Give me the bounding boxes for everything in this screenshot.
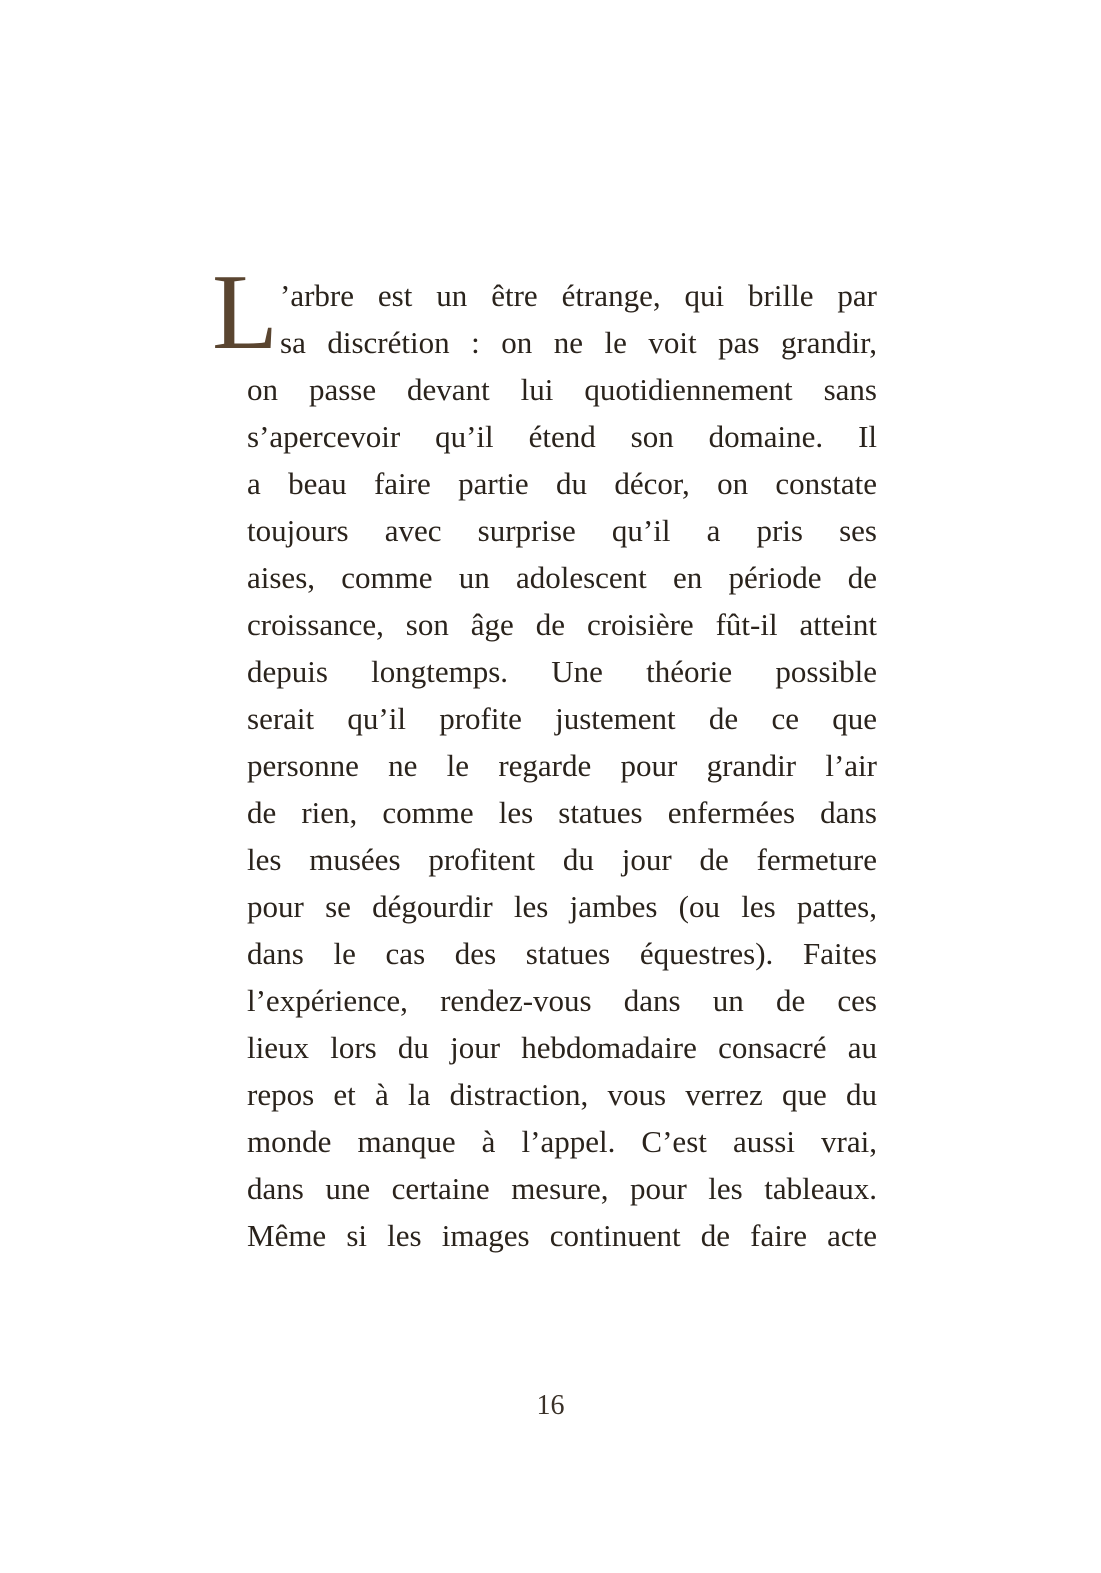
text-line: serait qu’il profite justement de ce que <box>247 701 877 736</box>
text-line: de rien, comme les statues enfermées dans <box>247 795 877 830</box>
text-line: s’apercevoir qu’il étend son domaine. Il <box>247 419 877 454</box>
text-line: monde manque à l’appel. C’est aussi vrai, <box>247 1124 877 1159</box>
text-line: croissance, son âge de croisière fût-il atteint <box>247 607 877 642</box>
text-line: aises, comme un adolescent en période de <box>247 560 877 595</box>
text-line: les musées profitent du jour de fermeture <box>247 842 877 877</box>
text-line: toujours avec surprise qu’il a pris ses <box>247 513 877 548</box>
text-line: Même si les images continuent de faire acte <box>247 1218 877 1253</box>
text-line: l’expérience, rendez-vous dans un de ces <box>247 983 877 1018</box>
text-line: personne ne le regarde pour grandir l’air <box>247 748 877 783</box>
text-line: pour se dégourdir les jambes (ou les pattes, <box>247 889 877 924</box>
text-line: depuis longtemps. Une théorie possible <box>247 654 877 689</box>
text-line: sa discrétion : on ne le voit pas grandir, <box>280 325 877 360</box>
text-line: dans le cas des statues équestres). Faites <box>247 936 877 971</box>
text-line: lieux lors du jour hebdomadaire consacré au <box>247 1030 877 1065</box>
drop-cap-letter: L <box>212 253 278 372</box>
page-number: 16 <box>536 1390 565 1421</box>
text-line: repos et à la distraction, vous verrez que du <box>247 1077 877 1112</box>
text-line: a beau faire partie du décor, on constate <box>247 466 877 501</box>
body-paragraph <box>247 272 877 1259</box>
text-line: ’arbre est un être étrange, qui brille par <box>280 278 877 313</box>
text-line: dans une certaine mesure, pour les tableaux. <box>247 1171 877 1206</box>
text-line: on passe devant lui quotidiennement sans <box>247 372 877 407</box>
